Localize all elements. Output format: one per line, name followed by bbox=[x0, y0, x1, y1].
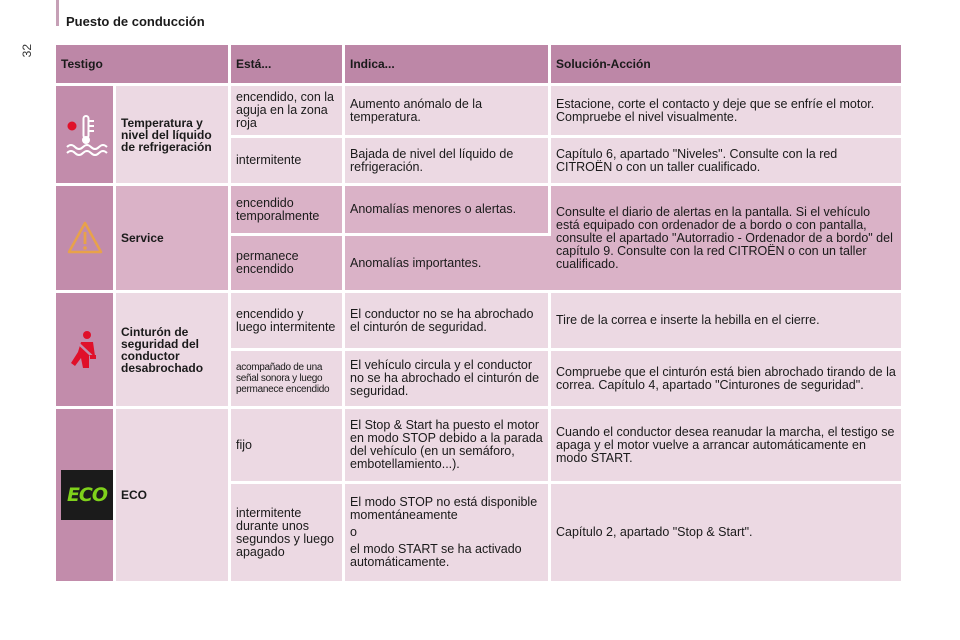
eco-icon-cell bbox=[56, 409, 116, 584]
seatbelt-state-2: acompañado de una señal sonora y luego permanece encendido bbox=[231, 351, 345, 409]
section-accent-bar bbox=[56, 0, 59, 26]
eco-state-1: fijo bbox=[231, 409, 345, 484]
coolant-icon-cell bbox=[56, 86, 116, 186]
seatbelt-action-2: Compruebe que el cinturón está bien abrochado tirando de la correa. Capítulo 4, apartado "Cinturones de seguridad". bbox=[551, 351, 901, 409]
eco-icon bbox=[61, 470, 113, 520]
seatbelt-action-1: Tire de la correa e inserte la hebilla en el cierre. bbox=[551, 293, 901, 351]
service-action: Consulte el diario de alertas en la pantalla. Si el vehículo está equipado con ordenador de a bordo o con pantalla, consulte el apartado "Autorradio - Ordenador de a bordo" del capítulo 9. Consulte con la red CITROËN o con un taller cualificado. bbox=[551, 186, 901, 293]
service-icon-cell bbox=[56, 186, 116, 293]
coolant-indicates-2: Bajada de nivel del líquido de refrigeración. bbox=[345, 138, 551, 186]
coolant-state-1: encendido, con la aguja en la zona roja bbox=[231, 86, 345, 138]
service-indicates-1: Anomalías menores o alertas. bbox=[345, 186, 551, 236]
seatbelt-label: Cinturón de seguridad del conductor desabrochado bbox=[116, 293, 231, 409]
header-solucion: Solución-Acción bbox=[551, 45, 901, 86]
seatbelt-indicates-1: El conductor no se ha abrochado el cinturón de seguridad. bbox=[345, 293, 551, 351]
service-state-2: permanece encendido bbox=[231, 236, 345, 293]
eco-indicates-2-line-1: El modo STOP no está disponible momentáneamente bbox=[350, 495, 538, 522]
eco-state-2: intermitente durante unos segundos y luego apagado bbox=[231, 484, 345, 584]
eco-indicates-2 bbox=[345, 484, 551, 584]
coolant-temperature-icon bbox=[61, 110, 111, 160]
coolant-indicates-1: Aumento anómalo de la temperatura. bbox=[345, 86, 551, 138]
coolant-state-2: intermitente bbox=[231, 138, 345, 186]
seatbelt-indicates-2: El vehículo circula y el conductor no se ha abrochado el cinturón de seguridad. bbox=[345, 351, 551, 409]
section-title: Puesto de conducción bbox=[66, 14, 205, 29]
warning-triangle-icon bbox=[65, 218, 105, 258]
header-esta: Está... bbox=[231, 45, 345, 86]
service-state-1: encendido temporalmente bbox=[231, 186, 345, 236]
eco-indicates-2-line-2: o bbox=[350, 525, 357, 539]
coolant-action-1: Estacione, corte el contacto y deje que se enfríe el motor. Compruebe el nivel visualmente. bbox=[551, 86, 901, 138]
seatbelt-icon-cell bbox=[56, 293, 116, 409]
warning-lights-table bbox=[56, 45, 901, 584]
coolant-label: Temperatura y nivel del líquido de refrigeración bbox=[116, 86, 231, 186]
header-testigo: Testigo bbox=[56, 45, 231, 86]
seatbelt-icon bbox=[65, 328, 105, 372]
eco-indicates-1: El Stop & Start ha puesto el motor en modo STOP debido a la parada del vehículo (en un semáforo, embotellamiento...). bbox=[345, 409, 551, 484]
table-row bbox=[56, 86, 901, 138]
table-row bbox=[56, 293, 901, 351]
eco-action-1: Cuando el conductor desea reanudar la marcha, el testigo se apaga y el motor vuelve a arrancar automáticamente en modo START. bbox=[551, 409, 901, 484]
eco-action-2: Capítulo 2, apartado "Stop & Start". bbox=[551, 484, 901, 584]
table-row bbox=[56, 186, 901, 236]
eco-label: ECO bbox=[116, 409, 231, 584]
table-header-row bbox=[56, 45, 901, 86]
service-label: Service bbox=[116, 186, 231, 293]
header-indica: Indica... bbox=[345, 45, 551, 86]
seatbelt-state-1: encendido y luego intermitente bbox=[231, 293, 345, 351]
table-row bbox=[56, 409, 901, 484]
service-indicates-2: Anomalías importantes. bbox=[345, 236, 551, 293]
eco-icon-text: ECO bbox=[66, 483, 108, 506]
eco-indicates-2-line-3: el modo START se ha activado automáticamente. bbox=[350, 542, 522, 569]
coolant-action-2: Capítulo 6, apartado "Niveles". Consulte con la red CITROËN o con un taller cualificado. bbox=[551, 138, 901, 186]
page-number: 32 bbox=[20, 44, 34, 58]
